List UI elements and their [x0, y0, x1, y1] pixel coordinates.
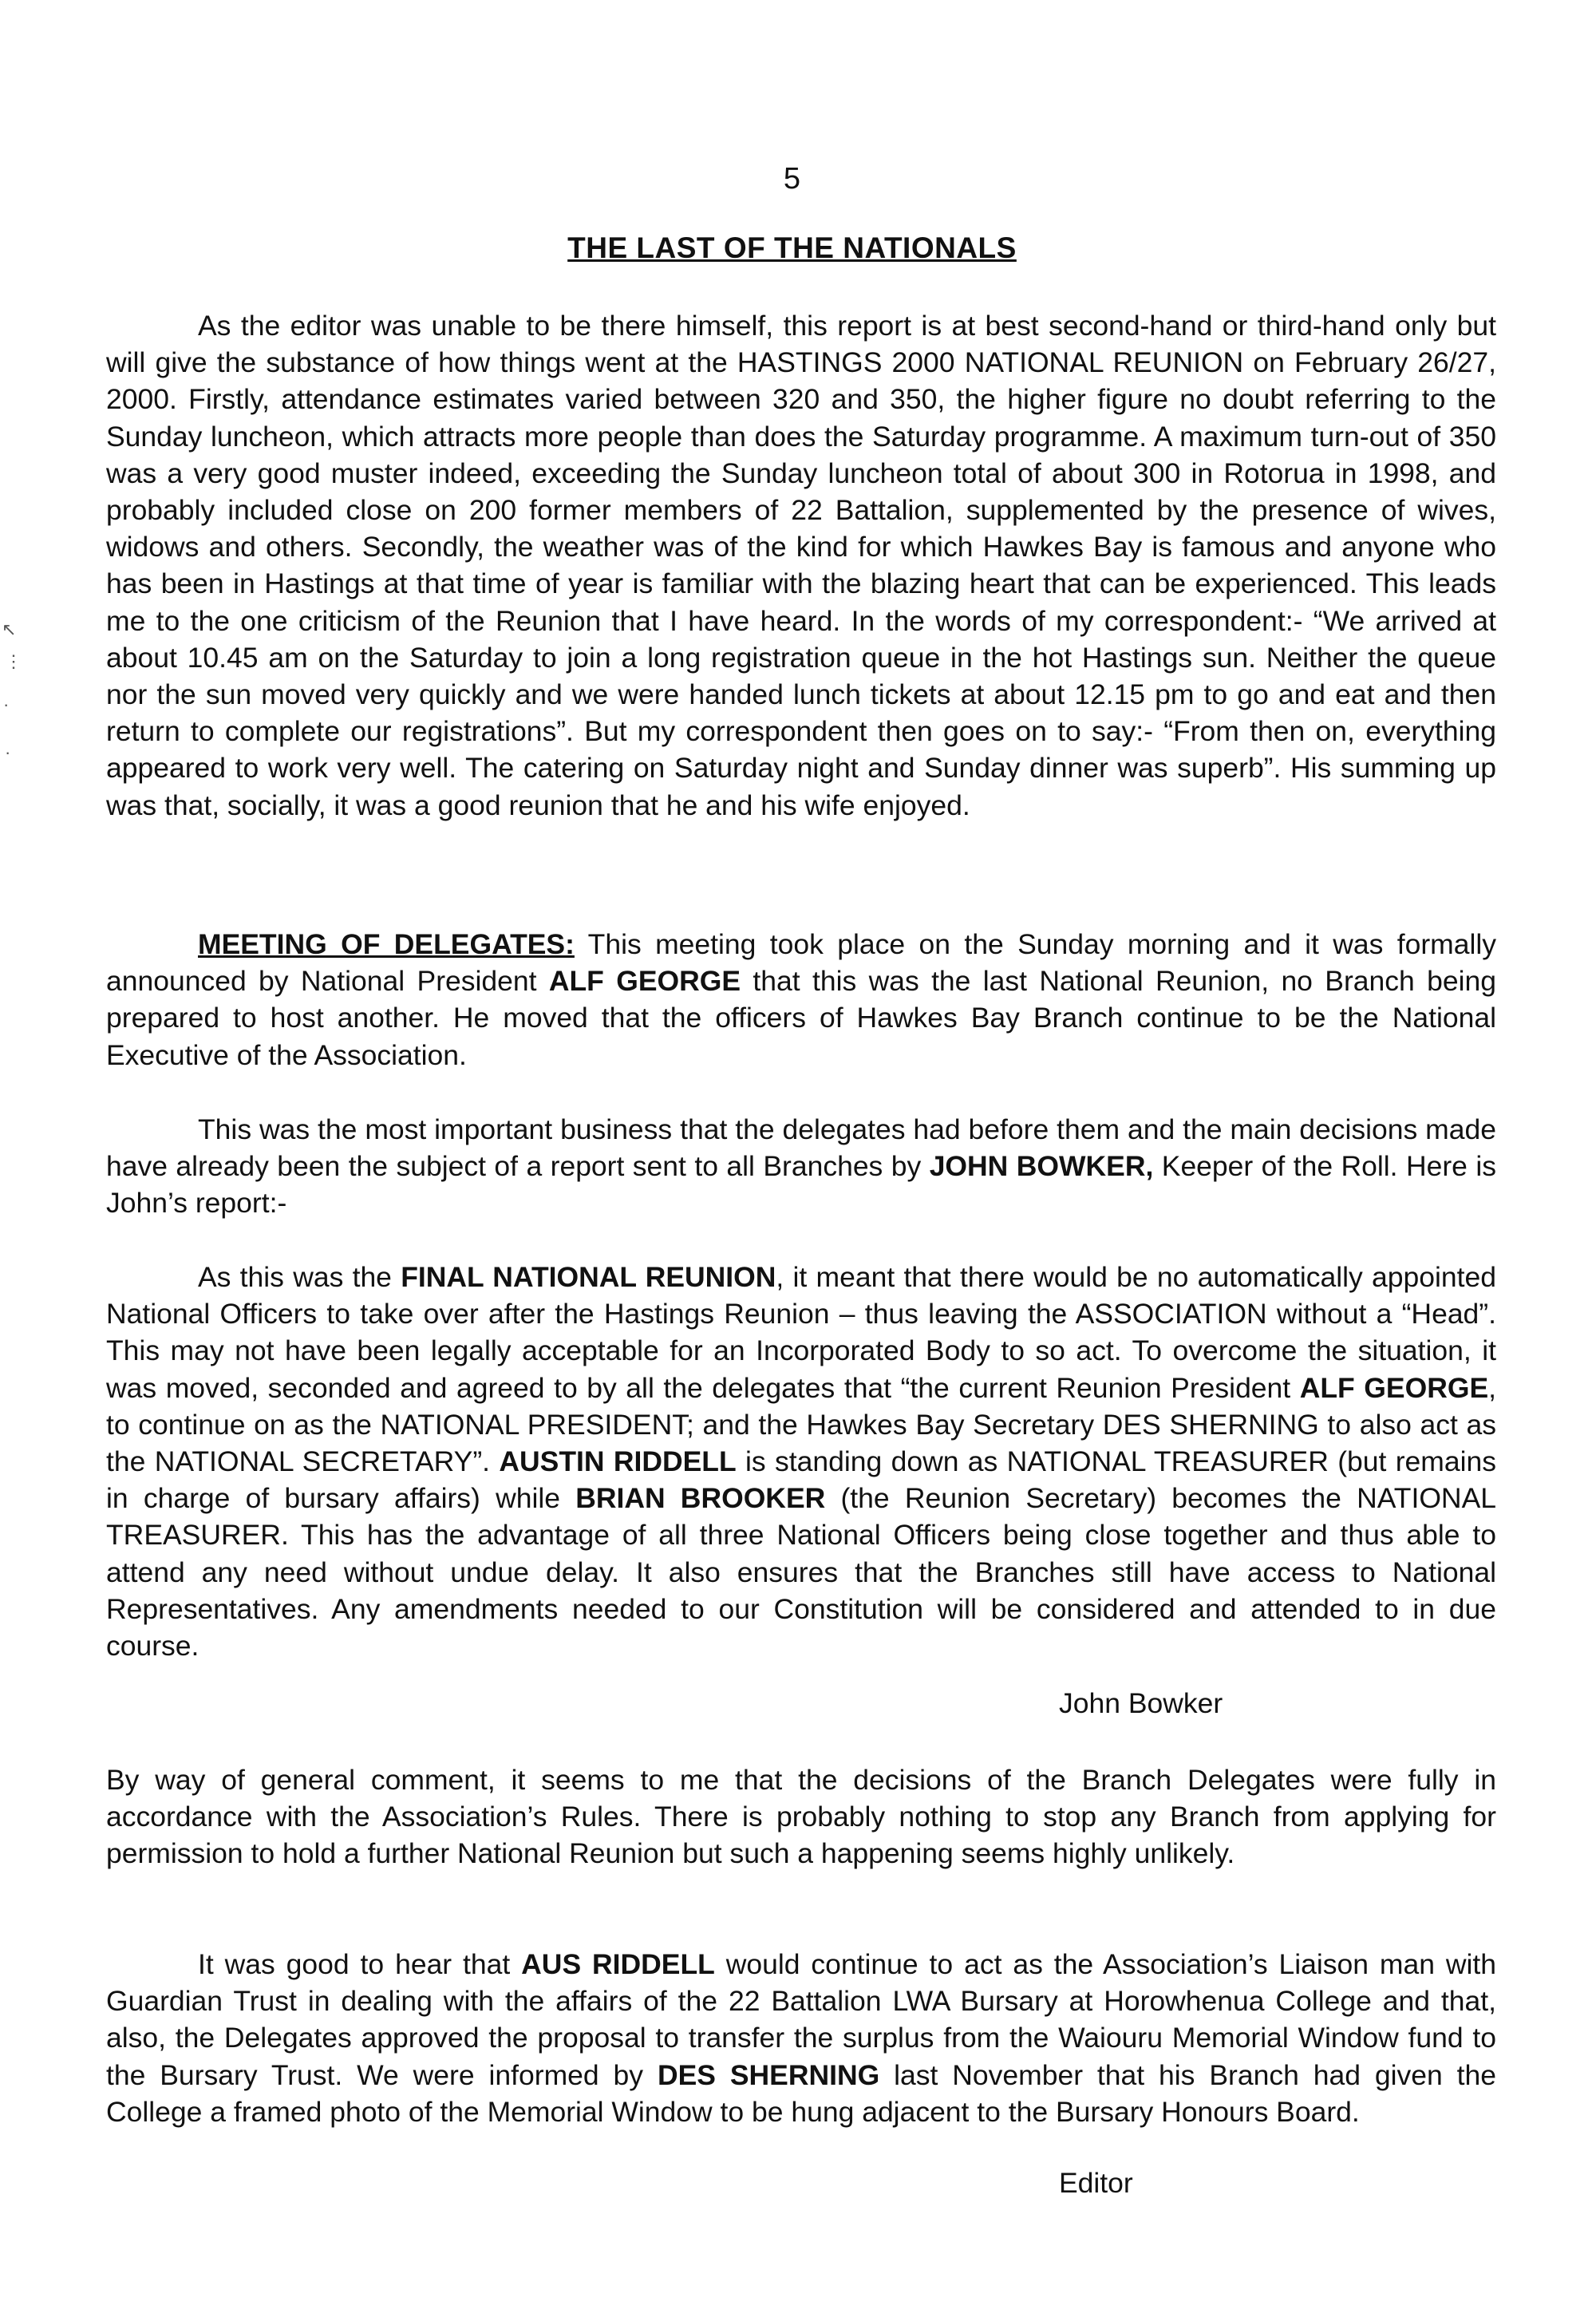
name-brian-brooker: BRIAN BROOKER: [575, 1482, 826, 1515]
paragraph-important-business: [106, 1111, 1496, 1222]
paragraph-meeting-text: MEETING OF DELEGATES: This meeting took place on the Sunday morning and it was formally announced by National President ALF GEORGE that this was the last National Reunion, no Branch being prepared to host another. He moved that the officers of Hawkes Bay Branch continue to be the National Executive of the Association.: [106, 928, 1496, 1071]
paragraph-report-text: As this was the FINAL NATIONAL REUNION, it meant that there would be no automatically appointed National Officers to take over after the Hastings Reunion – thus leaving the ASSOCIATION without a “Head”. This may not have been legally acceptable for an Incorporated Body to so act. To overcome the situation, it was moved, seconded and agreed to by all the delegates that “the current Reunion President ALF GEORGE, to continue on as the NATIONAL PRESIDENT; and the Hawkes Bay Secretary DES SHERNING to also act as the NATIONAL SECRETARY”. AUSTIN RIDDELL is standing down as NATIONAL TREASURER (but remains in charge of bursary affairs) while BRIAN BROOKER (the Reunion Secretary) becomes the NATIONAL TREASURER. This has the advantage of all three National Officers being close together and thus able to attend any need without undue delay. It also ensures that the Branches still have access to National Representatives. Any amendments needed to our Constitution will be considered and attended to in due course.: [106, 1261, 1497, 1663]
paragraph-john-bowker-report: [106, 1259, 1496, 1664]
signature-editor: Editor: [1059, 2167, 1133, 2199]
paragraph-aus-riddell-text: It was good to hear that AUS RIDDELL would continue to act as the Association’s Liaison man with Guardian Trust in dealing with the affairs of the 22 Battalion LWA Bursary at Horowhenua College and that, also, the Delegates approved the proposal to transfer the surplus from the Waiouru Memorial Window fund to the Bursary Trust. We were informed by DES SHERNING last November that his Branch had given the College a framed photo of the Memorial Window to be hung adjacent to the Bursary Honours Board.: [106, 1948, 1496, 2128]
paragraph-important-business-text: This was the most important business that the delegates had before them and the main decisions made have already been the subject of a report sent to all Branches by JOHN BOWKER, Keeper of the Roll. Here is John’s report:-: [106, 1113, 1496, 1220]
page-number: 5: [783, 162, 801, 196]
article-title: THE LAST OF THE NATIONALS: [567, 231, 1017, 264]
paragraph-intro: [106, 307, 1496, 824]
section-heading-meeting-of-delegates: MEETING OF DELEGATES:: [198, 928, 575, 960]
paragraph-aus-riddell: [106, 1946, 1496, 2130]
paragraph-general-comment-text: By way of general comment, it seems to me that the decisions of the Branch Delegates were fully in accordance with the Association’s Rules. There is probably nothing to stop any Branch from applying for permission to hold a further National Reunion but such a happening seems highly unlikely.: [106, 1764, 1496, 1870]
name-aus-riddell: AUS RIDDELL: [521, 1948, 715, 1980]
name-john-bowker: JOHN BOWKER,: [929, 1150, 1154, 1183]
final-national-reunion: FINAL NATIONAL REUNION: [401, 1261, 776, 1293]
paragraph-intro-text: As the editor was unable to be there himself, this report is at best second-hand or third-hand only but will give the substance of how things went at the HASTINGS 2000 NATIONAL REUNION on February 26/27, 2000. Firstly, attendance estimates varied between 320 and 350, the higher figure no doubt referring to the Sunday luncheon, which attracts more people than does the Saturday programme. A maximum turn-out of 350 was a very good muster indeed, exceeding the Sunday luncheon total of about 300 in Rotorua in 1998, and probably included close on 200 former members of 22 Battalion, supplemented by the presence of wives, widows and others. Secondly, the weather was of the kind for which Hawkes Bay is famous and anyone who has been in Hastings at that time of year is familiar with the blazing heart that can be experienced. This leads me to the one criticism of the Reunion that I have heard. In the words of my correspondent:- “We arrived at about 10.45 am on the Saturday to join a long registration queue in the hot Hastings sun. Neither the queue nor the sun moved very quickly and we were handed lunch tickets at about 12.15 pm to go and eat and then return to complete our registrations”. But my correspondent then goes on to say:- “From then on, everything appeared to work very well. The catering on Saturday night and Sunday dinner was superb”. His summing up was that, socially, it was a good reunion that he and his wife enjoyed.: [106, 310, 1496, 821]
name-alf-george: ALF GEORGE: [548, 965, 741, 998]
scan-mark-dot: ⋮: [5, 651, 22, 671]
name-austin-riddell: AUSTIN RIDDELL: [499, 1445, 737, 1478]
scan-mark-dot: ·: [3, 694, 10, 714]
scan-mark-arrow: ↖: [2, 619, 17, 639]
signature-john-bowker: John Bowker: [1059, 1687, 1223, 1719]
paragraph-meeting-of-delegates: [106, 926, 1496, 1073]
name-alf-george: ALF GEORGE: [1299, 1371, 1489, 1404]
scan-mark-dot: ·: [5, 742, 11, 762]
paragraph-general-comment: [106, 1761, 1496, 1872]
name-des-sherning: DES SHERNING: [657, 2058, 880, 2091]
